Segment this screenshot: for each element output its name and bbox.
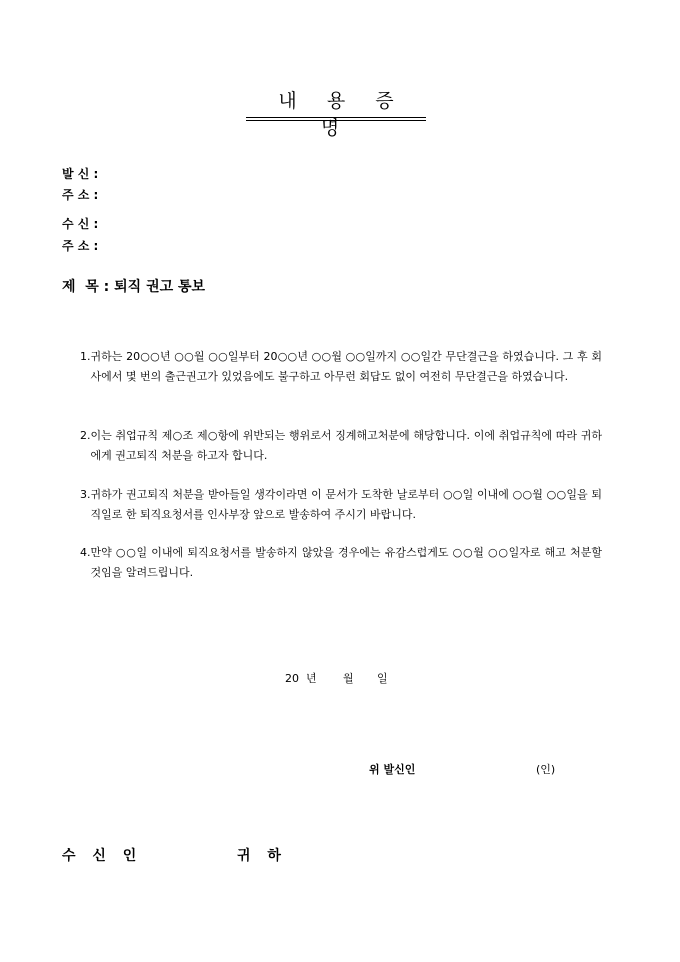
- paragraph-number: 2.: [80, 429, 91, 442]
- sender-label: 발 신 :: [62, 167, 99, 181]
- title-underline-top: [246, 117, 426, 118]
- closing-honorific: 귀 하: [237, 848, 287, 864]
- paragraph-text: 귀하가 권고퇴직 처분을 받아들일 생각이라면 이 문서가 도착한 날로부터 ○○일 이내에 ○○월 ○○일을 퇴직일로 한 퇴직요청서를 인사부장 앞으로 발송하여 주시기 바랍니다.: [90, 488, 602, 521]
- sender-signature: 위 발신인: [369, 763, 416, 776]
- paragraph-text: 이는 취업규칙 제○조 제○항에 위반되는 행위로서 징계해고처분에 해당합니다. 이에 취업규칙에 따라 귀하에게 권고퇴직 처분을 하고자 합니다.: [90, 429, 602, 462]
- paragraph-2: [80, 426, 602, 466]
- closing-recipient: 수 신 인: [62, 848, 143, 864]
- paragraph-3: [80, 485, 602, 525]
- date-day: 일: [377, 672, 388, 685]
- document-title: 내 용 증 명: [278, 90, 406, 139]
- date-line: [285, 670, 388, 686]
- recipient-address-label: 주 소 :: [62, 239, 99, 253]
- date-year: 20 년: [285, 672, 317, 685]
- sender-address-label: 주 소 :: [62, 188, 99, 202]
- paragraph-4: [80, 543, 602, 583]
- title-underline-bottom: [246, 120, 426, 121]
- paragraph-text: 만약 ○○일 이내에 퇴직요청서를 발송하지 않았을 경우에는 유감스럽게도 ○○월 ○○일자로 해고 처분할 것임을 알려드립니다.: [90, 546, 602, 579]
- paragraph-number: 4.: [80, 546, 91, 559]
- paragraph-number: 3.: [80, 488, 91, 501]
- subject-line: 제 목 : 퇴직 권고 통보: [62, 279, 206, 295]
- seal-mark: (인): [536, 763, 556, 776]
- recipient-label: 수 신 :: [62, 217, 99, 231]
- paragraph-text: 귀하는 20○○년 ○○월 ○○일부터 20○○년 ○○월 ○○일까지 ○○일간 무단결근을 하였습니다. 그 후 회사에서 몇 번의 출근권고가 있었음에도 불구하고 아무런 회답도 없이 여전히 무단결근을 하였습니다.: [90, 350, 602, 383]
- paragraph-number: 1.: [80, 350, 91, 363]
- paragraph-1: [80, 347, 602, 387]
- date-month: 월: [343, 672, 354, 685]
